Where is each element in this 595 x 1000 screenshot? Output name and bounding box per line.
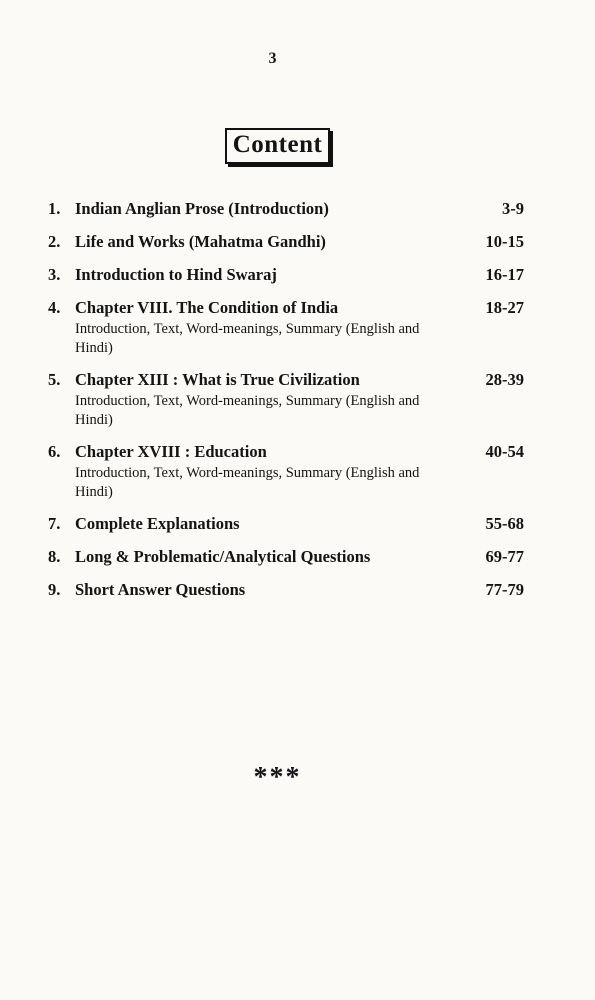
toc-entry-subtitle: Introduction, Text, Word-meanings, Summary (English and Hindi) <box>75 321 420 356</box>
toc-entry-pages: 3-9 <box>502 199 524 218</box>
toc-entry-title: Chapter VIII. The Condition of India <box>75 298 339 317</box>
toc-entry-pages: 69-77 <box>485 547 524 566</box>
toc-entry-number: 2. <box>48 232 61 251</box>
toc-entry-pages: 55-68 <box>485 514 524 533</box>
toc-entry-6 <box>48 441 524 502</box>
toc-entry-2 <box>48 231 524 253</box>
toc-entry-number: 5. <box>48 370 61 389</box>
toc-entry-number: 6. <box>48 442 61 461</box>
toc-entry-subtitle: Introduction, Text, Word-meanings, Summary (English and Hindi) <box>75 465 420 500</box>
toc-entry-title: Short Answer Questions <box>75 580 246 599</box>
toc-entry-title: Long & Problematic/Analytical Questions <box>75 547 371 566</box>
contents-heading: Content <box>225 128 331 164</box>
toc-entry-number: 3. <box>48 265 61 284</box>
toc-entry-title: Chapter XVIII : Education <box>75 442 267 461</box>
toc-entry-7 <box>48 513 524 535</box>
toc-entry-3 <box>48 264 524 286</box>
toc-entry-title: Indian Anglian Prose (Introduction) <box>75 199 329 218</box>
toc-entry-title: Chapter XIII : What is True Civilization <box>75 370 360 389</box>
toc-entry-title: Introduction to Hind Swaraj <box>75 265 277 284</box>
toc-entry-pages: 28-39 <box>485 370 524 389</box>
toc-entry-pages: 77-79 <box>485 580 524 599</box>
toc-entry-subtitle: Introduction, Text, Word-meanings, Summary (English and Hindi) <box>75 393 420 428</box>
toc-entry-1 <box>48 198 524 220</box>
toc-entry-9 <box>48 579 524 601</box>
table-of-contents <box>48 198 524 612</box>
toc-entry-5 <box>48 369 524 430</box>
toc-entry-pages: 10-15 <box>485 232 524 251</box>
section-ornament: *** <box>253 762 302 793</box>
toc-entry-number: 1. <box>48 199 61 218</box>
toc-entry-4 <box>48 297 524 358</box>
toc-entry-title: Life and Works (Mahatma Gandhi) <box>75 232 326 251</box>
heading-container <box>0 128 555 164</box>
toc-entry-number: 8. <box>48 547 61 566</box>
toc-entry-title: Complete Explanations <box>75 514 240 533</box>
toc-entry-number: 9. <box>48 580 61 599</box>
toc-entry-number: 4. <box>48 298 61 317</box>
toc-entry-number: 7. <box>48 514 61 533</box>
toc-entry-8 <box>48 546 524 568</box>
toc-entry-pages: 40-54 <box>485 442 524 461</box>
toc-entry-pages: 16-17 <box>485 265 524 284</box>
toc-entry-pages: 18-27 <box>485 298 524 317</box>
page-number: 3 <box>268 50 277 67</box>
